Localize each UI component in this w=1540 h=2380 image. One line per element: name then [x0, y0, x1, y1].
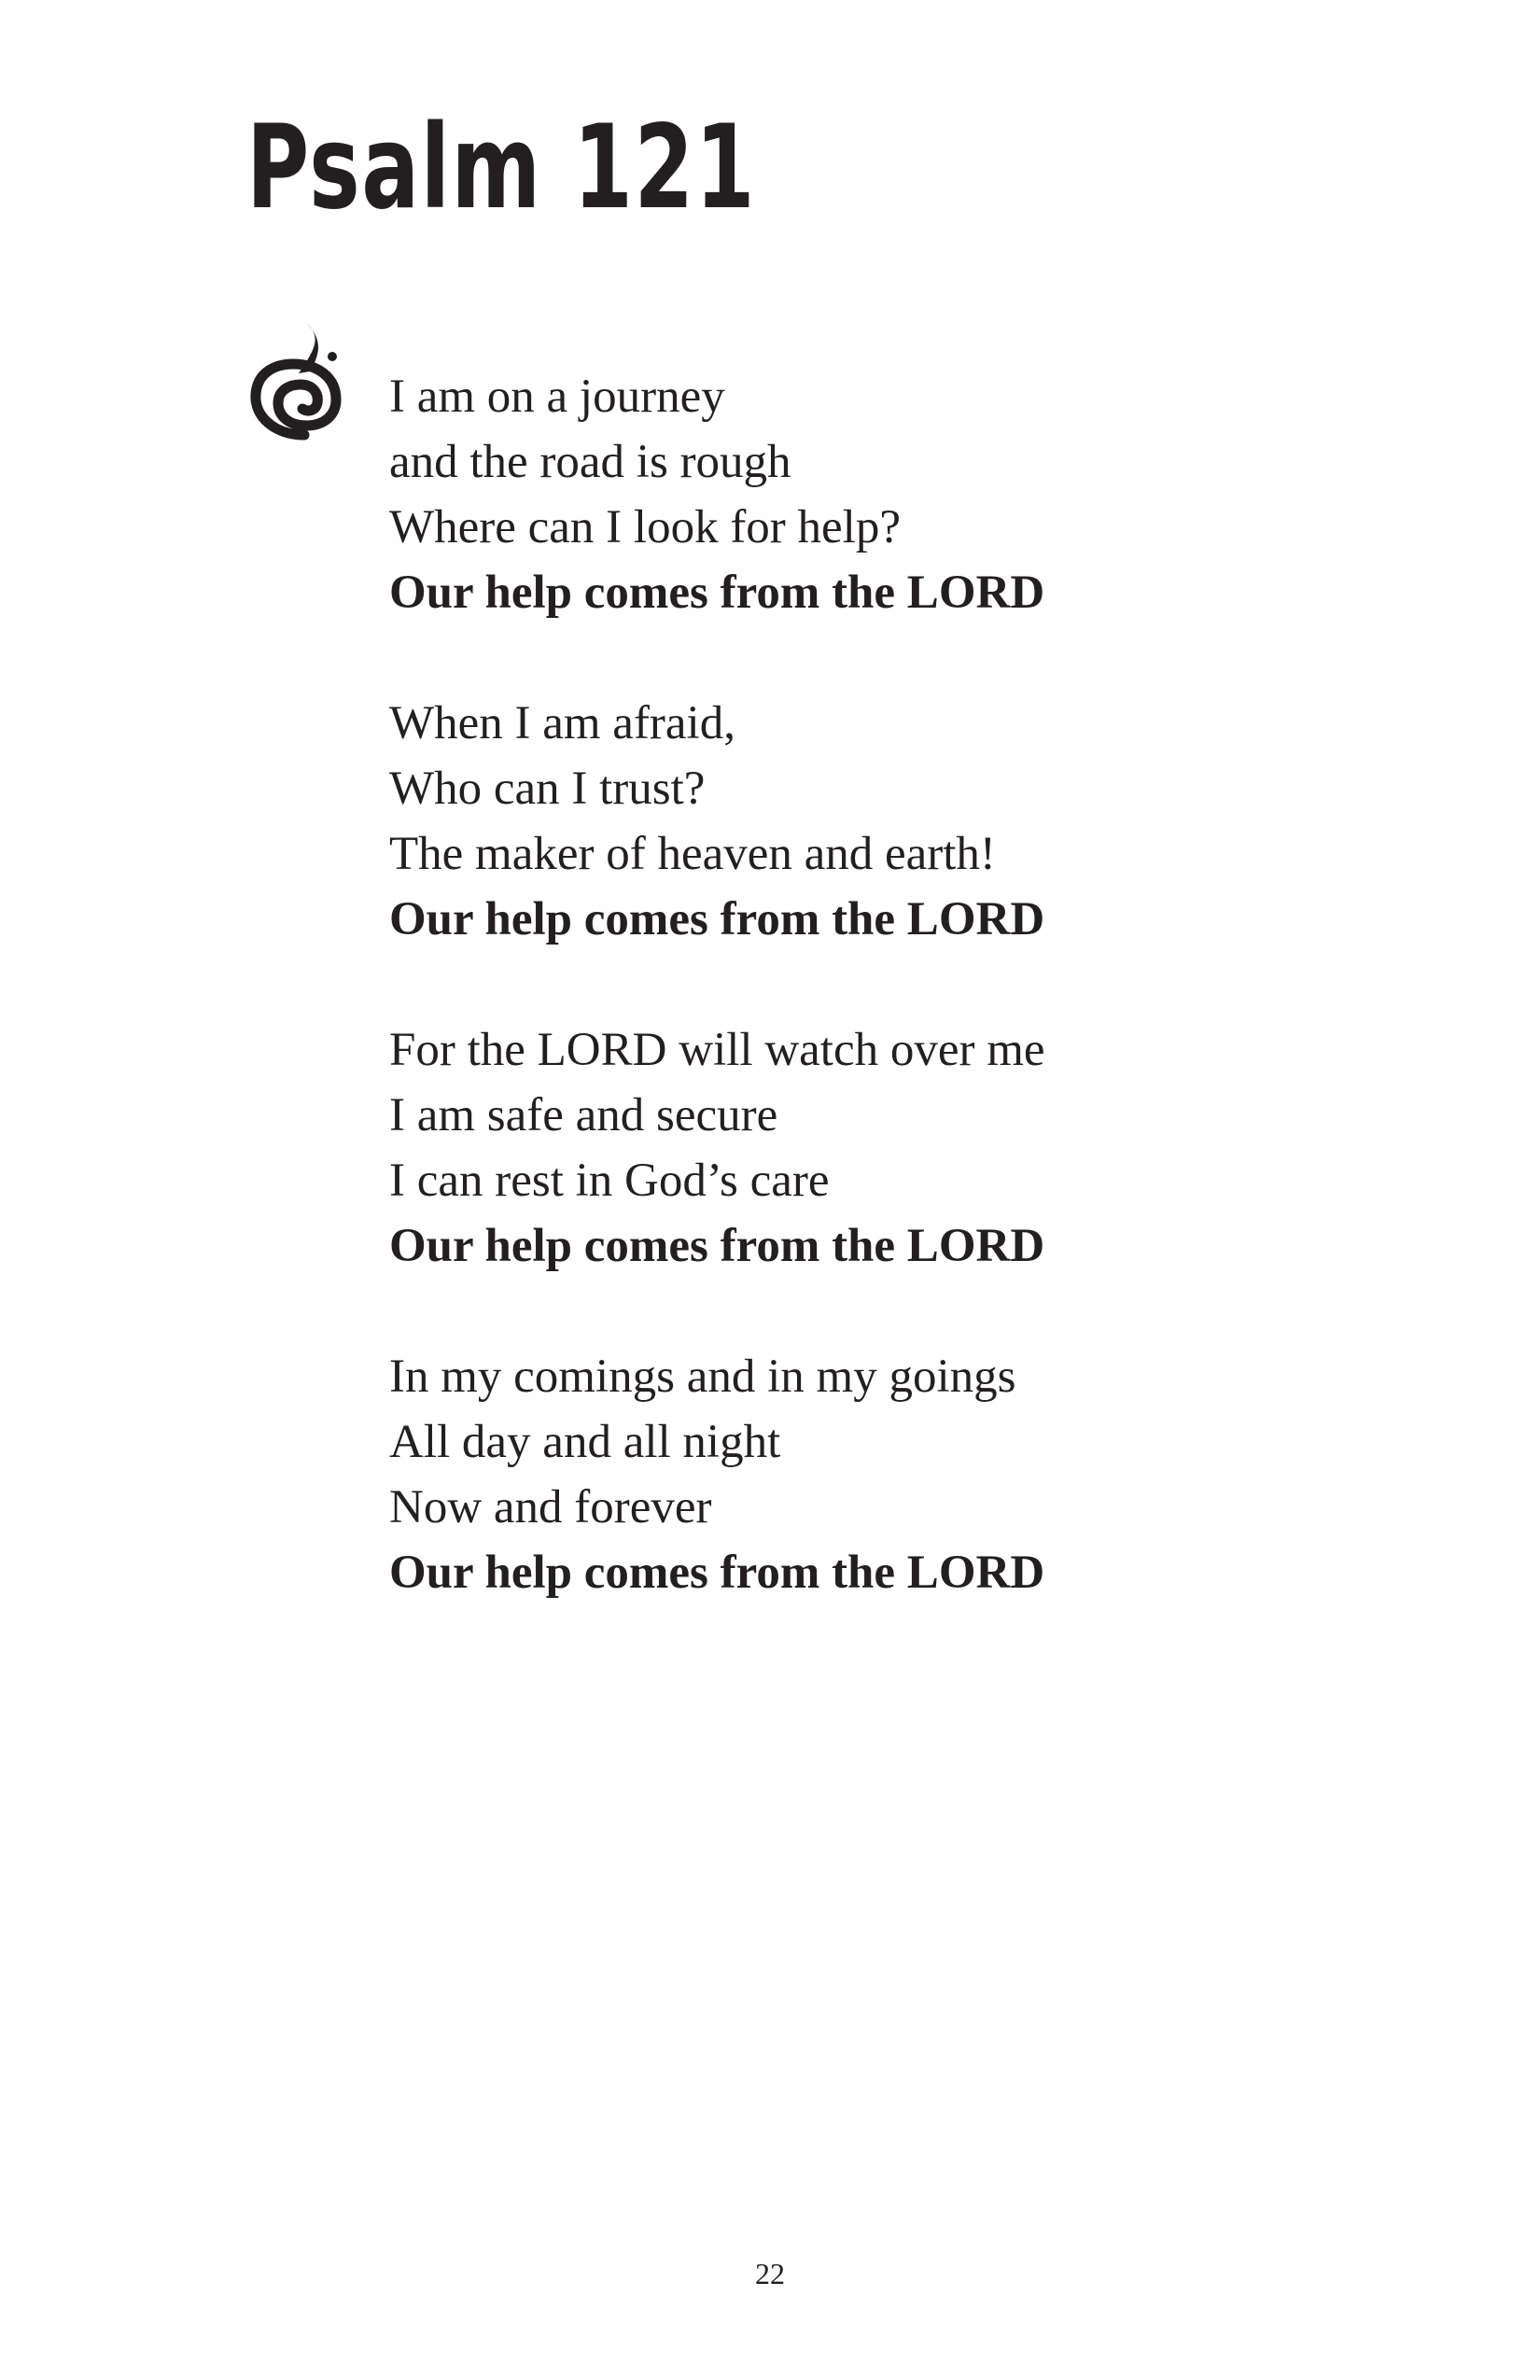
poem — [389, 364, 1416, 1671]
refrain-line: Our help comes from the LORD — [389, 1547, 1045, 1599]
poem-line: and the road is rough — [389, 436, 791, 488]
refrain-line: Our help comes from the LORD — [389, 567, 1045, 619]
poem-line: All day and all night — [389, 1416, 781, 1468]
page-number: 22 — [755, 2257, 785, 2290]
stanza — [389, 364, 1416, 625]
poem-line: For the LORD will watch over me — [389, 1024, 1045, 1076]
poem-line: In my comings and in my goings — [389, 1351, 1016, 1403]
refrain-line: Our help comes from the LORD — [389, 893, 1045, 945]
poem-line: Now and forever — [389, 1481, 712, 1533]
poem-line: When I am afraid, — [389, 697, 735, 749]
swirl-icon — [245, 319, 353, 450]
stanza — [389, 1017, 1416, 1279]
poem-line: Who can I trust? — [389, 763, 706, 815]
page-title: Psalm 121 — [246, 101, 757, 235]
poem-line: I am safe and secure — [389, 1089, 778, 1141]
stanza — [389, 691, 1416, 952]
refrain-line: Our help comes from the LORD — [389, 1220, 1045, 1272]
stanza — [389, 1344, 1416, 1605]
poem-line: The maker of heaven and earth! — [389, 828, 996, 880]
poem-line: I am on a journey — [389, 371, 725, 423]
poem-line: I can rest in God’s care — [389, 1155, 830, 1207]
poem-line: Where can I look for help? — [389, 501, 901, 553]
